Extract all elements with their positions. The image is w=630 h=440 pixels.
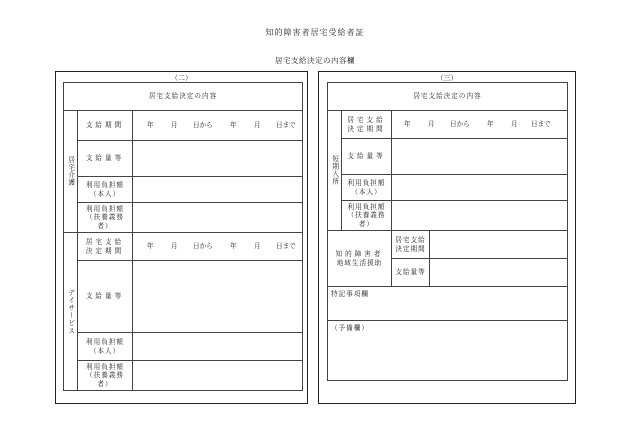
community-supply-label: 支給量等 xyxy=(392,259,430,287)
burden-self-value[interactable] xyxy=(133,333,303,361)
period-label: 居宅支給 決定期間 xyxy=(78,233,133,261)
table-header: 居宅支給決定の内容 xyxy=(64,83,303,111)
burden-support-value[interactable] xyxy=(133,361,303,391)
panel-number: （三） xyxy=(436,74,458,82)
burden-support-value[interactable] xyxy=(392,201,568,231)
community-period-label: 居宅支給 決定期間 xyxy=(392,231,430,259)
supply-label: 支給量等 xyxy=(342,139,392,175)
burden-support-label: 利用負担額 （扶養義務 者） xyxy=(78,361,133,391)
supply-value[interactable] xyxy=(392,139,568,175)
panel-number: （二） xyxy=(171,74,192,82)
supply-label: 支給量等 xyxy=(78,261,133,333)
burden-self-label: 利用負担額 （本人） xyxy=(78,333,133,361)
burden-support-label: 利用負担額 （扶養義務 者） xyxy=(342,201,392,231)
section-label-day-service: デイサービス xyxy=(64,233,78,391)
period-value[interactable]: 年 月 日から 年 月 日まで xyxy=(392,111,568,139)
supply-value[interactable] xyxy=(133,261,303,333)
burden-self-value[interactable] xyxy=(392,175,568,201)
supply-label: 支給量等 xyxy=(78,141,133,177)
document-subtitle: 居宅支給決定の内容欄 xyxy=(275,56,355,65)
burden-support-value[interactable] xyxy=(133,203,303,233)
document-title: 知的障害者居宅受給者証 xyxy=(265,28,365,37)
section-label-short-stay: 短期入所 xyxy=(328,111,342,231)
right-table xyxy=(327,82,568,381)
community-period-value[interactable] xyxy=(430,231,568,259)
section-label-home-care: 居宅介護 xyxy=(64,111,78,233)
burden-self-label: 利用負担額 （本人） xyxy=(78,177,133,203)
community-supply-value[interactable] xyxy=(430,259,568,287)
reserve-field[interactable]: （予備欄） xyxy=(328,321,568,381)
period-label: 支給期間 xyxy=(78,111,133,141)
table-header: 居宅支給決定の内容 xyxy=(328,83,568,111)
panel-two xyxy=(55,71,308,404)
period-label: 居宅支給 決定期間 xyxy=(342,111,392,139)
burden-self-label: 利用負担額 （本人） xyxy=(342,175,392,201)
panel-three xyxy=(318,71,576,404)
supply-value[interactable] xyxy=(133,141,303,177)
special-notes-field[interactable]: 特記事項欄 xyxy=(328,287,568,321)
period-value[interactable]: 年 月 日から 年 月 日まで xyxy=(133,111,303,141)
community-living-label: 知的障害者 地域生活援助 xyxy=(328,231,392,287)
burden-support-label: 利用負担額 （扶養義務 者） xyxy=(78,203,133,233)
left-table xyxy=(63,82,303,391)
period-value[interactable]: 年 月 日から 年 月 日まで xyxy=(133,233,303,261)
burden-self-value[interactable] xyxy=(133,177,303,203)
